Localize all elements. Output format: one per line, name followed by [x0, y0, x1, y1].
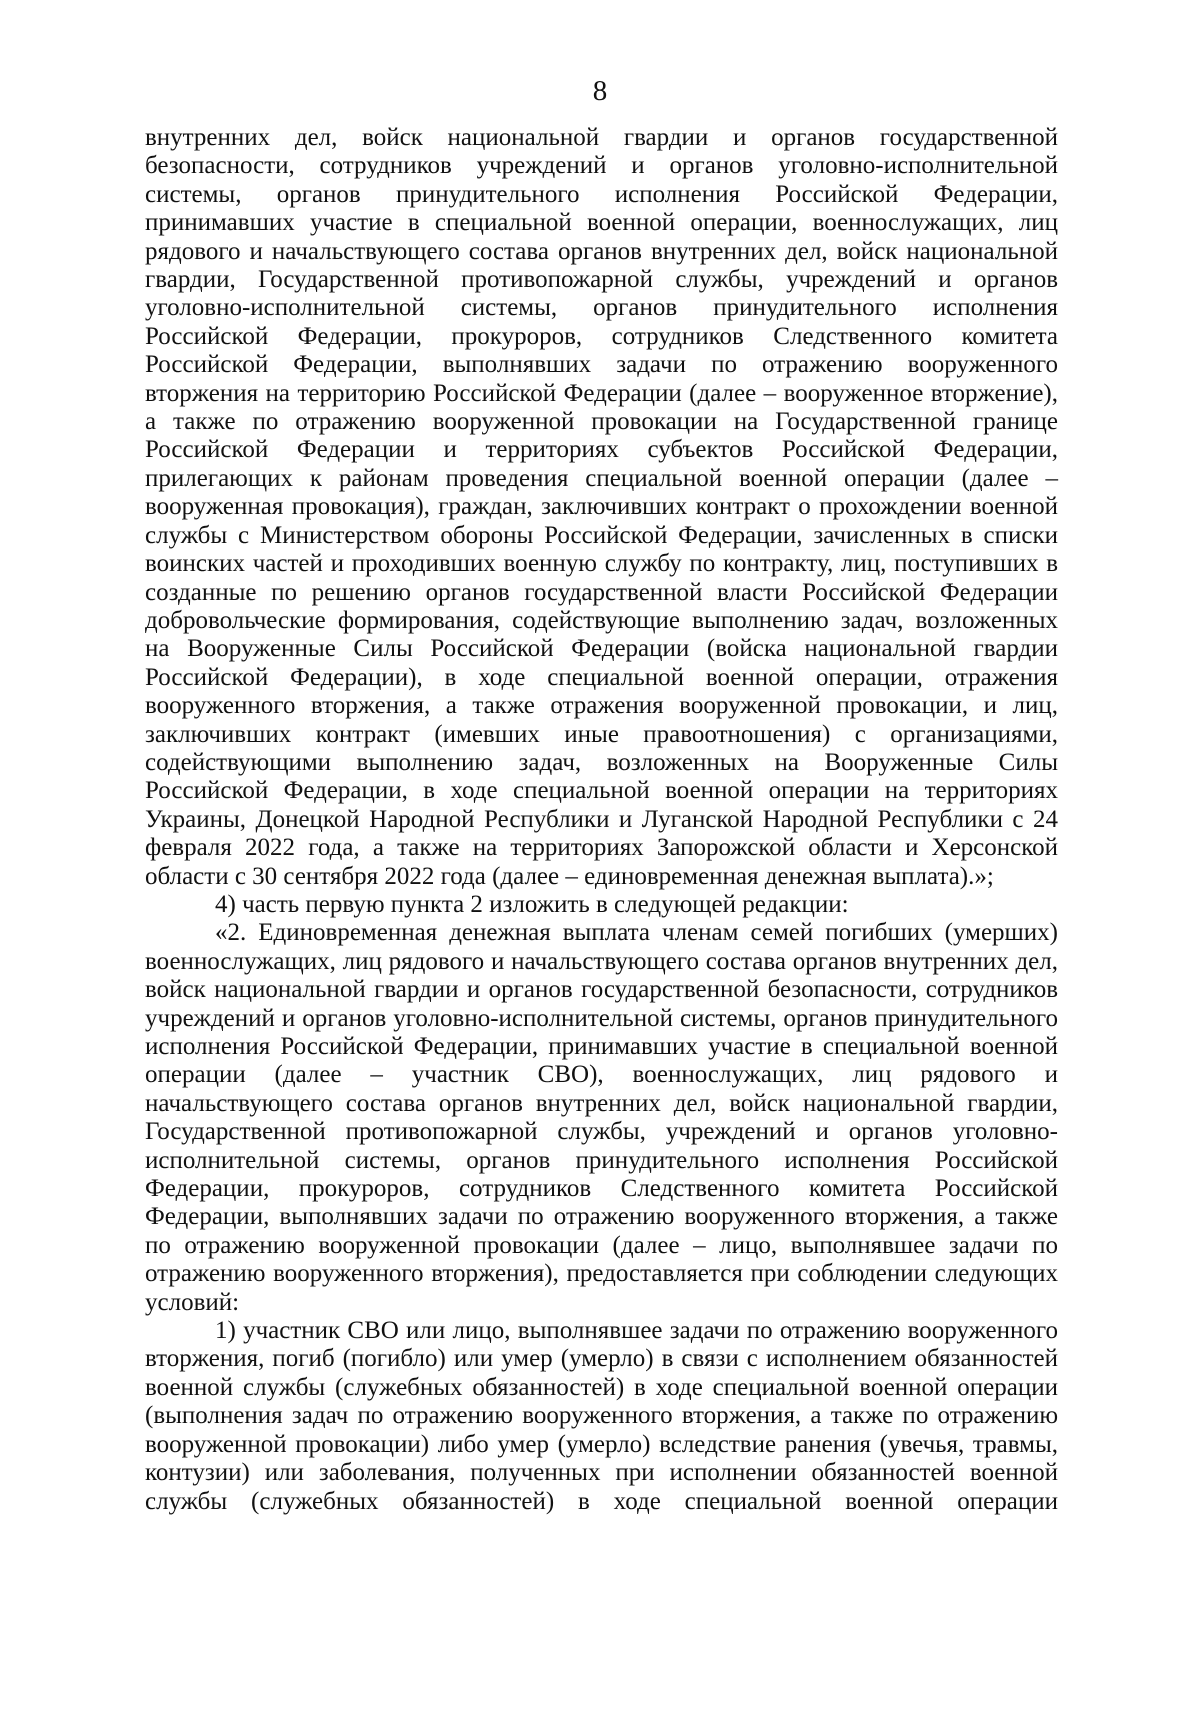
paragraph-continuation: внутренних дел, войск национальной гвардии и органов государственной безопасности, сотрудников учреждений и органов уголовно-исполнительной системы, органов принудительного исполнения Российской Федерации, принимавших участие в специальной военной операции, военнослужащих, лиц рядового и начальствующего состава органов внутренних дел, войск национальной гвардии, Государственной противопожарной службы, учреждений и органов уголовно-исполнительной системы, органов принудительного исполнения Российской Федерации, прокуроров, сотрудников Следственного комитета Российской Федерации, выполнявших задачи по отражению вооруженного вторжения на территорию Российской Федерации (далее – вооруженное вторжение), а также по отражению вооруженной провокации на Государственной границе Российской Федерации и территориях субъектов Российской Федерации, прилегающих к районам проведения специальной военной операции (далее – вооруженная провокация), граждан, заключивших контракт о прохождении военной службы с Министерством обороны Российской Федерации, зачисленных в списки воинских частей и проходивших военную службу по контракту, лиц, поступивших в созданные по решению органов государственной власти Российской Федерации добровольческие формирования, содействующие выполнению задач, возложенных на Вооруженные Силы Российской Федерации (войска национальной гвардии Российской Федерации), в ходе специальной военной операции, отражения вооруженного вторжения, а также отражения вооруженной провокации, и лиц, заключивших контракт (имевших иные правоотношения) с организациями, содействующими выполнению задач, возложенных на Вооруженные Силы Российской Федерации, в ходе специальной военной операции на территориях Украины, Донецкой Народной Республики и Луганской Народной Республики с 24 февраля 2022 года, а также на территориях Запорожской области и Херсонской области с 30 сентября 2022 года (далее – единовременная денежная выплата).»;: [145, 124, 1058, 890]
page-number: 8: [592, 75, 608, 107]
document-body: [145, 124, 1058, 1516]
paragraph-item-4: 4) часть первую пункта 2 изложить в следующей редакции:: [215, 890, 849, 918]
paragraph-clause-2: «2. Единовременная денежная выплата членам семей погибших (умерших) военнослужащих, лиц рядового и начальствующего состава органов внутренних дел, войск национальной гвардии и органов государственной безопасности, сотрудников учреждений и органов уголовно-исполнительной системы, органов принудительного исполнения Российской Федерации, принимавших участие в специальной военной операции (далее – участник СВО), военнослужащих, лиц рядового и начальствующего состава органов внутренних дел, войск национальной гвардии, Государственной противопожарной службы, учреждений и органов уголовно-исполнительной системы, органов принудительного исполнения Российской Федерации, прокуроров, сотрудников Следственного комитета Российской Федерации, выполнявших задачи по отражению вооруженного вторжения, а также по отражению вооруженной провокации (далее – лицо, выполнявшее задачи по отражению вооруженного вторжения), предоставляется при соблюдении следующих условий:: [145, 919, 1058, 1316]
paragraph-condition-1: 1) участник СВО или лицо, выполнявшее задачи по отражению вооруженного вторжения, погиб (погибло) или умер (умерло) в связи с исполнением обязанностей военной службы (служебных обязанностей) в ходе специальной военной операции (выполнения задач по отражению вооруженного вторжения, а также по отражению вооруженной провокации) либо умер (умерло) вследствие ранения (увечья, травмы, контузии) или заболевания, полученных при исполнении обязанностей военной службы (служебных обязанностей) в ходе специальной военной операции: [145, 1317, 1058, 1515]
